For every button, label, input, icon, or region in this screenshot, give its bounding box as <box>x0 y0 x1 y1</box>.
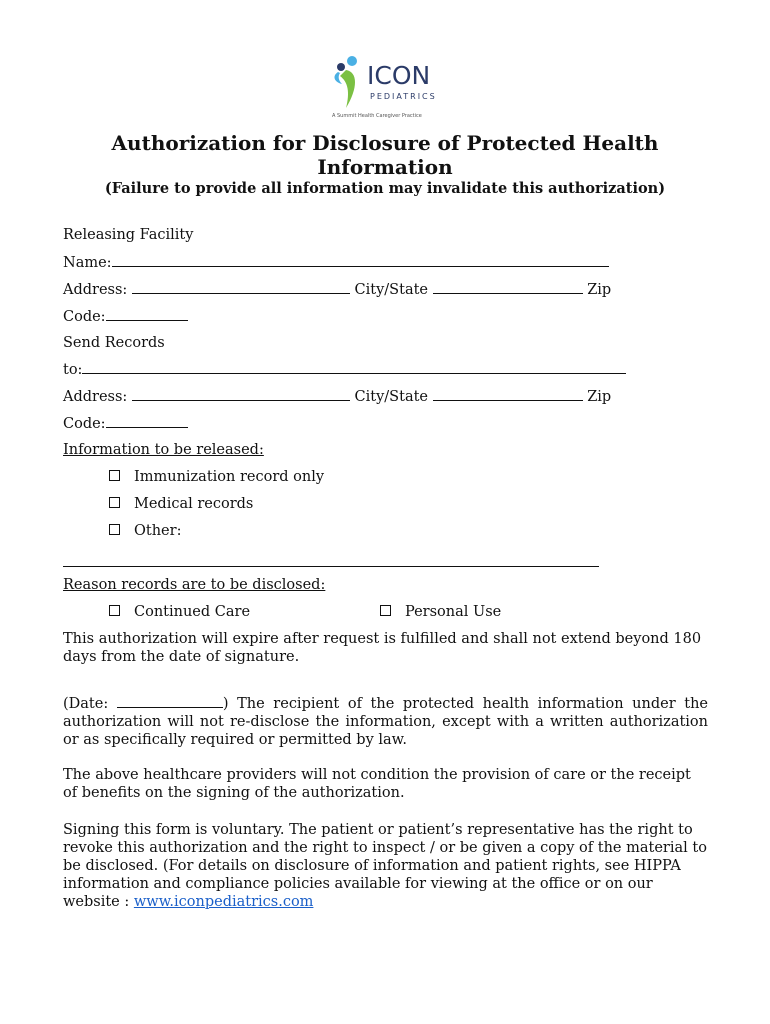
send-zip-label: Zip <box>587 389 612 405</box>
releasing-zip-label: Zip <box>587 282 612 298</box>
condition-paragraph: The above healthcare providers will not condition the provision of care or the receipt of benefits on the signing of the authorization. <box>63 767 691 801</box>
info-option-medical[interactable] <box>109 495 253 513</box>
info-heading: Information to be released: <box>63 442 264 458</box>
send-code-row <box>63 414 188 433</box>
voluntary-paragraph <box>63 821 708 911</box>
info-option-other[interactable] <box>109 522 181 540</box>
other-checkbox[interactable] <box>109 524 120 535</box>
send-city-label: City/State <box>354 389 428 405</box>
releasing-facility-heading: Releasing Facility <box>63 227 194 243</box>
info-option-label: Immunization record only <box>134 469 325 485</box>
logo-subtitle: PEDIATRICS <box>370 92 437 101</box>
date-label: (Date: <box>63 696 109 712</box>
date-field[interactable] <box>117 694 223 708</box>
voluntary-text: Signing this form is voluntary. The patient or patient’s representative has the right to revoke this authorization and the right to inspect / or be given a copy of the material to be disclosed. (For details on disclosure of information and patient rights, see HIPPA information and compliance policies available for viewing at the office or on our website : <box>63 822 707 910</box>
recipient-paragraph <box>63 694 708 749</box>
releasing-name-field[interactable] <box>112 253 609 267</box>
releasing-address-row <box>63 280 611 299</box>
expiration-paragraph: This authorization will expire after request is fulfilled and shall not extend beyond 180 days from the date of signature. <box>63 631 702 665</box>
send-to-row <box>63 360 626 379</box>
logo-figure-icon <box>328 54 364 110</box>
personal-use-checkbox[interactable] <box>380 605 391 616</box>
releasing-city-field[interactable] <box>433 280 583 294</box>
info-option-immunization[interactable] <box>109 468 324 486</box>
send-address-field[interactable] <box>132 387 350 401</box>
reason-option-continued-care[interactable] <box>109 603 250 621</box>
releasing-name-label: Name: <box>63 255 112 271</box>
continued-care-checkbox[interactable] <box>109 605 120 616</box>
medical-records-checkbox[interactable] <box>109 497 120 508</box>
icon-pediatrics-logo <box>328 54 448 122</box>
send-to-field[interactable] <box>82 360 626 374</box>
logo-tagline: A Summit Health Caregiver Practice <box>332 113 422 119</box>
send-to-label: to: <box>63 362 83 378</box>
send-records-heading: Send Records <box>63 335 165 351</box>
releasing-name-row <box>63 253 609 272</box>
send-city-field[interactable] <box>433 387 583 401</box>
reason-heading: Reason records are to be disclosed: <box>63 577 326 593</box>
other-details-field[interactable] <box>63 566 599 567</box>
info-option-label: Other: <box>134 523 182 539</box>
immunization-checkbox[interactable] <box>109 470 120 481</box>
reason-option-label: Personal Use <box>405 604 502 620</box>
releasing-code-row <box>63 307 188 326</box>
website-link[interactable]: www.iconpediatrics.com <box>133 894 314 910</box>
info-option-label: Medical records <box>134 496 254 512</box>
reason-option-label: Continued Care <box>134 604 251 620</box>
releasing-zip-code-field[interactable] <box>106 307 188 321</box>
releasing-address-field[interactable] <box>132 280 350 294</box>
logo-wordmark: ICON <box>367 61 431 90</box>
send-address-row <box>63 387 611 406</box>
send-code-label: Code: <box>63 416 106 432</box>
send-address-label: Address: <box>63 389 128 405</box>
reason-option-personal-use[interactable] <box>380 603 501 621</box>
form-title: Authorization for Disclosure of Protected Health Information <box>111 131 659 179</box>
releasing-city-label: City/State <box>354 282 428 298</box>
releasing-code-label: Code: <box>63 309 106 325</box>
form-subtitle: (Failure to provide all information may invalidate this authorization) <box>104 180 666 197</box>
send-zip-code-field[interactable] <box>106 414 188 428</box>
recipient-text: ) The recipient of the protected health information under the authorization will not re-disclose the information, except with a written authorization or as specifically required or permitted by law. <box>63 696 708 748</box>
releasing-address-label: Address: <box>63 282 128 298</box>
